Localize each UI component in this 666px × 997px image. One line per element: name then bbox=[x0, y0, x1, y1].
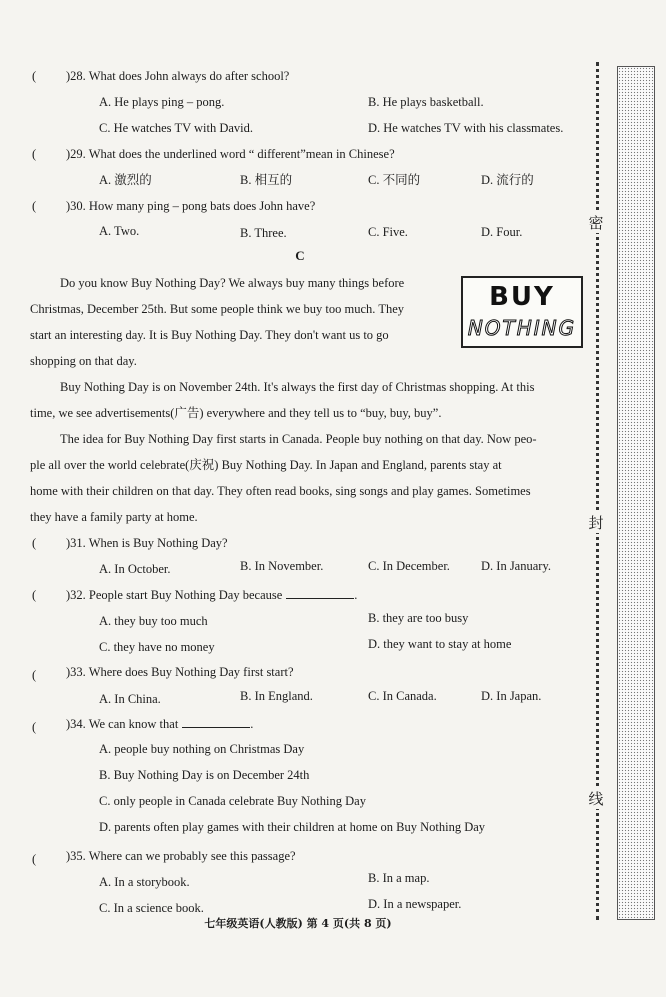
q32-option-b: B. they are too busy bbox=[368, 611, 469, 625]
q29-option-b: B. 相互的 bbox=[240, 173, 293, 187]
binding-char-middle: 封 bbox=[583, 512, 609, 533]
q35-option-b: B. In a map. bbox=[368, 871, 430, 885]
logo-line-2: NOTHING bbox=[467, 316, 577, 340]
q28-option-c: C. He watches TV with David. bbox=[99, 121, 254, 135]
binding-char-bottom: 线 bbox=[583, 788, 609, 809]
q33-option-d: D. In Japan. bbox=[481, 689, 542, 703]
section-label: C bbox=[295, 248, 305, 263]
question-35-stem: )35. Where can we probably see this passage? bbox=[66, 849, 296, 863]
answer-paren: ( bbox=[32, 720, 37, 734]
passage-line: The idea for Buy Nothing Day first starts in Canada. People buy nothing on that day. Now peo- bbox=[60, 432, 537, 446]
answer-paren: ( bbox=[32, 852, 37, 866]
q31-option-b: B. In November. bbox=[240, 559, 324, 573]
question-30-stem: )30. How many ping – pong bats does John have? bbox=[66, 199, 316, 213]
buy-nothing-logo bbox=[461, 276, 583, 348]
q32-option-c: C. they have no money bbox=[99, 640, 215, 654]
page-footer: 七年级英语(人教版) 第 4 页(共 8 页) bbox=[204, 917, 392, 930]
logo-line-1: BUY bbox=[489, 282, 555, 312]
answer-paren: ( bbox=[32, 588, 37, 602]
answer-paren: ( bbox=[32, 147, 37, 161]
answer-paren: ( bbox=[32, 69, 37, 83]
q31-option-c: C. In December. bbox=[368, 559, 450, 573]
question-33-stem: )33. Where does Buy Nothing Day first start? bbox=[66, 665, 294, 679]
q34-option-c: C. only people in Canada celebrate Buy Nothing Day bbox=[99, 794, 366, 808]
passage-line: Buy Nothing Day is on November 24th. It's always the first day of Christmas shopping. At this bbox=[60, 380, 535, 394]
q33-option-a: A. In China. bbox=[99, 692, 161, 706]
q32-option-d: D. they want to stay at home bbox=[368, 637, 512, 651]
q31-option-d: D. In January. bbox=[481, 559, 552, 573]
q34-option-a: A. people buy nothing on Christmas Day bbox=[99, 742, 305, 756]
q30-option-c: C. Five. bbox=[368, 225, 408, 239]
answer-blank bbox=[286, 587, 354, 599]
q29-option-d: D. 流行的 bbox=[481, 173, 534, 187]
q35-option-a: A. In a storybook. bbox=[99, 875, 190, 889]
q35-option-c: C. In a science book. bbox=[99, 901, 204, 915]
q28-option-b: B. He plays basketball. bbox=[368, 95, 484, 109]
binding-char-top: 密 bbox=[583, 212, 609, 233]
q33-option-b: B. In England. bbox=[240, 689, 313, 703]
answer-paren: ( bbox=[32, 536, 37, 550]
binding-strip bbox=[617, 66, 655, 920]
q34-option-d: D. parents often play games with their children at home on Buy Nothing Day bbox=[99, 820, 486, 834]
q34-option-b: B. Buy Nothing Day is on December 24th bbox=[99, 768, 310, 782]
q30-option-b: B. Three. bbox=[240, 226, 287, 240]
q28-option-a: A. He plays ping – pong. bbox=[99, 95, 225, 109]
answer-paren: ( bbox=[32, 668, 37, 682]
passage-line: Christmas, December 25th. But some people think we buy too much. They bbox=[30, 302, 405, 316]
q32-option-a: A. they buy too much bbox=[99, 614, 208, 628]
passage-line: ple all over the world celebrate(庆祝) Buy Nothing Day. In Japan and England, parents stay at bbox=[30, 458, 502, 472]
question-29-stem: )29. What does the underlined word “ different”mean in Chinese? bbox=[66, 147, 395, 161]
passage-line: start an interesting day. It is Buy Nothing Day. They don't want us to go bbox=[30, 328, 389, 342]
passage-line: home with their children on that day. They often read books, sing songs and play games. Sometimes bbox=[30, 484, 531, 498]
q30-option-a: A. Two. bbox=[99, 224, 140, 238]
passage-line: they have a family party at home. bbox=[30, 510, 198, 524]
passage-line: time, we see advertisements(广告) everywhere and they tell us to “buy, buy, buy”. bbox=[30, 406, 442, 420]
q29-option-a: A. 激烈的 bbox=[99, 173, 152, 187]
question-34-stem: )34. We can know that . bbox=[66, 717, 254, 731]
q30-option-d: D. Four. bbox=[481, 225, 523, 239]
answer-paren: ( bbox=[32, 199, 37, 213]
q33-option-c: C. In Canada. bbox=[368, 689, 437, 703]
passage-line: Do you know Buy Nothing Day? We always buy many things before bbox=[60, 276, 405, 290]
question-31-stem: )31. When is Buy Nothing Day? bbox=[66, 536, 228, 550]
q28-option-d: D. He watches TV with his classmates. bbox=[368, 121, 564, 135]
question-28-stem: )28. What does John always do after school? bbox=[66, 69, 290, 83]
answer-blank bbox=[182, 716, 250, 728]
q29-option-c: C. 不同的 bbox=[368, 173, 421, 187]
passage-line: shopping on that day. bbox=[30, 354, 137, 368]
q31-option-a: A. In October. bbox=[99, 562, 171, 576]
q35-option-d: D. In a newspaper. bbox=[368, 897, 462, 911]
question-32-stem: )32. People start Buy Nothing Day because . bbox=[66, 588, 358, 602]
